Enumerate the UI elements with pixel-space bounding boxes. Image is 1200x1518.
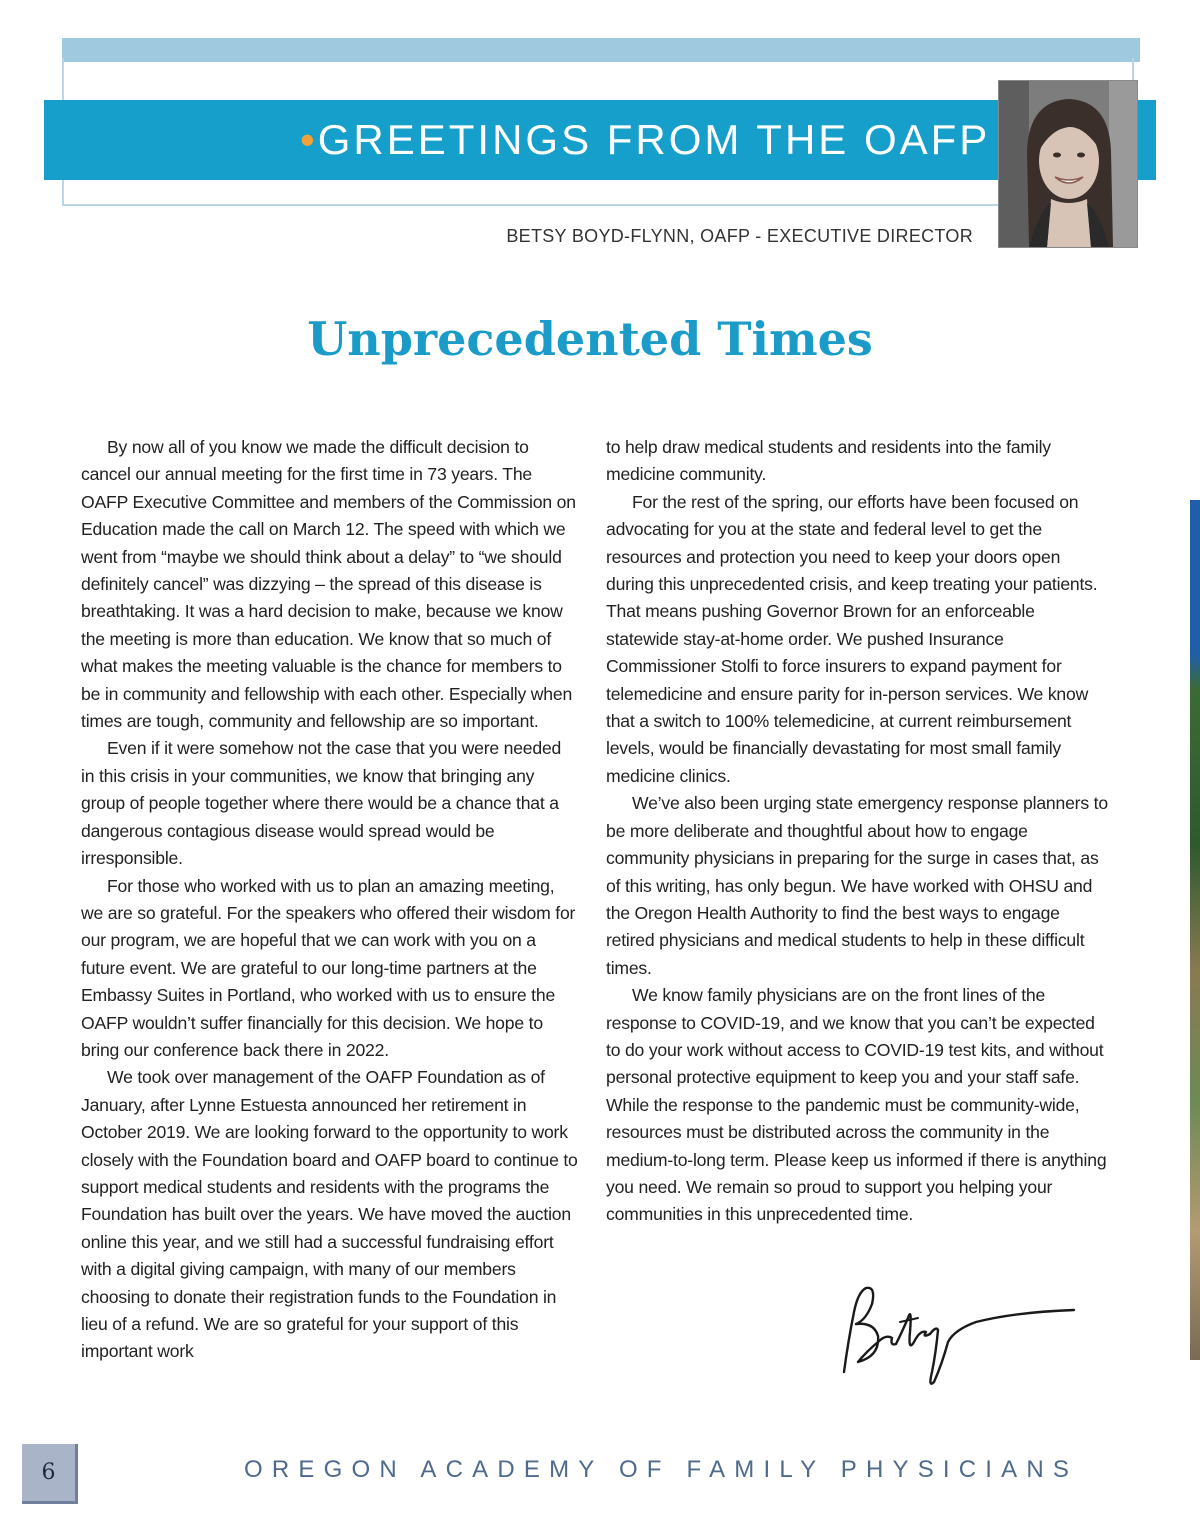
article-headline: Unprecedented Times <box>307 312 873 366</box>
paragraph: Even if it were somehow not the case that you were needed in this crisis in your communities, we know that bringing any group of people together where there would be a chance that a dangerous contagious disease would spread would be irresponsible. <box>81 738 562 869</box>
section-title <box>300 100 990 180</box>
paragraph: For the rest of the spring, our efforts have been focused on advocating for you at the state and federal level to get the resources and protection you need to keep your doors open during this unprecedented crisis, and keep treating your patients. That means pushing Governor Brown for an enforceable statewide stay-at-home order. We pushed Insurance Commissioner Stolfi to force insurers to expand payment for telemedicine and ensure parity for in-person services. We know that a switch to 100% telemedicine, at current reimbursement levels, would be financially devastating for most small family medicine clinics. <box>606 491 1098 786</box>
paragraph: to help draw medical students and residents into the family medicine community. <box>606 437 1051 485</box>
paragraph: By now all of you know we made the difficult decision to cancel our annual meeting for the first time in 73 years. The OAFP Executive Committee and members of the Commission on Education made the call on March 12. The speed with which we went from “maybe we should think about a delay” to “we should definitely cancel” was dizzying – the spread of this disease is breathtaking. It was a hard decision to make, because we know the meeting is more than education. We know that so much of what makes the meeting valuable is the chance for members to be in community and fellowship with each other. Especially when times are tough, community and fellowship are so important. <box>81 437 576 732</box>
bullet-dot: • <box>300 116 318 163</box>
article-column-right <box>606 434 1110 1229</box>
signature <box>836 1272 1080 1392</box>
section-title-text: GREETINGS FROM THE OAFP <box>317 116 991 163</box>
paragraph: For those who worked with us to plan an amazing meeting, we are so grateful. For the speakers who offered their wisdom for our program, we are hopeful that we can work with you on a future event. We are grateful to our long-time partners at the Embassy Suites in Portland, who worked with us to ensure the OAFP wouldn’t suffer financially for this decision. We hope to bring our conference back there in 2022. <box>81 875 576 1060</box>
page-number: 6 <box>22 1444 78 1504</box>
author-photo <box>998 80 1138 248</box>
footer-organization: OREGON ACADEMY OF FAMILY PHYSICIANS <box>244 1456 1079 1483</box>
paragraph: We’ve also been urging state emergency response planners to be more deliberate and thoughtful about how to engage community physicians in preparing for the surge in cases that, as of this writing, has only begun. We have worked with OHSU and the Oregon Health Authority to find the best ways to engage retired physicians and medical students to help in these difficult times. <box>606 793 1108 978</box>
adjacent-page-edge <box>1190 500 1200 1360</box>
article-column-left <box>81 434 579 1366</box>
paragraph: We know family physicians are on the front lines of the response to COVID-19, and we know that you can’t be expected to do your work without access to COVID-19 test kits, and without personal protective equipment to keep you and your staff safe. While the response to the pandemic must be community-wide, resources must be distributed across the community in the medium-to-long term. Please keep us informed if there is anything you need. We remain so proud to support you helping your communities in this unprecedented time. <box>606 985 1107 1225</box>
author-byline: BETSY BOYD-FLYNN, OAFP - EXECUTIVE DIRECTOR <box>506 226 973 246</box>
paragraph: We took over management of the OAFP Foundation as of January, after Lynne Estuesta announced her retirement in October 2019. We are looking forward to the opportunity to work closely with the Foundation board and OAFP board to continue to support medical students and residents with the programs the Foundation has built over the years. We have moved the auction online this year, and we still had a successful fundraising effort with a digital giving campaign, with many of our members choosing to donate their registration funds to the Foundation in lieu of a refund. We are so grateful for your support of this important work <box>81 1067 578 1362</box>
portrait-image <box>999 81 1137 247</box>
